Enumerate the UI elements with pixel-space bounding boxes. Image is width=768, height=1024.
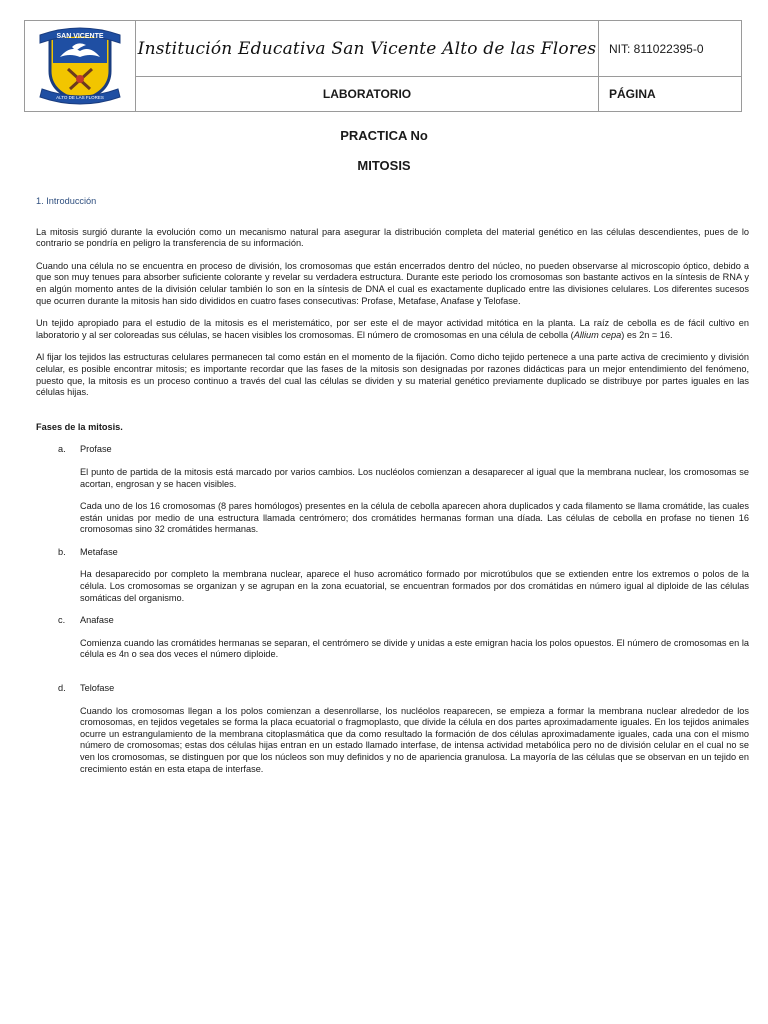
document-header	[24, 20, 742, 112]
phase-telofase	[36, 683, 749, 775]
phase-name: Profase	[80, 444, 112, 455]
phase-paragraph: Cada uno de los 16 cromosomas (8 pares homólogos) presentes en la célula de cebolla aparecen ahora duplicados y cada filamento se llama cromátide, las cuales están unidas por medio de una estructura llamada centrómero; dos cromátides hermanas forman una díada. Las células de cebolla en profase no tienen 16 cromosomas sino 32 cromátides hermanas.	[80, 501, 749, 535]
allium-text-before: Un tejido apropiado para el estudio de la mitosis es el meristemático, por ser este el de mayor actividad mitótica en la planta. La raíz de cebolla es de fácil cultivo en laboratorio y al ser coloreadas sus células, se hacen visibles los cromosomas. El número de cromosomas en una célula de cebolla (	[36, 318, 749, 340]
phase-paragraph: El punto de partida de la mitosis está marcado por varios cambios. Los nucléolos comienzan a desaparecer al igual que la membrana nuclear, los cromosomas se acortan, engrosan y se hacen visibles.	[80, 466, 749, 489]
practica-title: PRACTICA No	[340, 128, 428, 143]
crest-ribbon-text: ALTO DE LAS FLORES	[56, 94, 104, 100]
document-body	[36, 196, 749, 786]
phase-anafase	[36, 615, 749, 661]
paragraph: La mitosis surgió durante la evolución como un mecanismo natural para asegurar la distribución completa del material genético en las células descendientes, pues de lo contrario se pondría en peligro la transferencia de su información.	[36, 226, 749, 249]
phase-letter: a.	[58, 444, 66, 455]
paragraph: Cuando una célula no se encuentra en proceso de división, los cromosomas que están encerrados dentro del núcleo, no pueden observarse al microscopio óptico, debido a que son muy tenues para absorber suficiente colorante y revelar su verdadera estructura. Durante este periodo los cromosomas son bastante activos en la síntesis de RNA y en algún momento antes de la división celular también lo son en la síntesis de DNA el cual es exactamente duplicado entre las divisiones celulares. Los diferentes sucesos que ocurren durante la mitosis han sido divididos en cuatro fases consecutivas: Profase, Metafase, Anafase y Telofase.	[36, 260, 749, 306]
paragraph: Al fijar los tejidos las estructuras celulares permanecen tal como están en el momento de la fijación. Como dicho tejido pertenece a una parte activa de crecimiento y división celular, es posible encontrar mitosis; es importante recordar que las fases de la mitosis son designadas por razones didácticas para un mejor entendimiento del fenómeno, puesto que, la mitosis es un proceso continuo a través del cual las células se dividen y su material genético previamente duplicado se distribuye por partes iguales en las células hijas.	[36, 352, 749, 398]
phase-letter: b.	[58, 546, 66, 557]
pagina-label: PÁGINA	[599, 77, 742, 112]
intro-heading: 1. Introducción	[36, 196, 97, 206]
crest-banner-text: SAN VICENTE	[56, 32, 104, 40]
phase-letter: d.	[58, 683, 66, 694]
allium-text-after: ) es 2n = 16.	[621, 329, 673, 340]
institution-name: Institución Educativa San Vicente Alto de las Flores	[137, 38, 597, 59]
phase-name: Metafase	[80, 546, 118, 557]
paragraph-allium	[36, 318, 749, 341]
phase-paragraph: Ha desaparecido por completo la membrana nuclear, aparece el huso acromático formado por microtúbulos que se extienden entre los extremos o polos de la célula. Los cromosomas se organizan y se agrupan en la zona ecuatorial, se encuentran formados por dos cromátidas en número igual al diploide de las células somáticas del organismo.	[80, 569, 749, 603]
topic-title: MITOSIS	[357, 158, 411, 173]
phase-letter: c.	[58, 615, 66, 626]
phase-metafase	[36, 547, 749, 604]
phase-name: Anafase	[80, 615, 114, 626]
school-crest-icon	[36, 23, 124, 105]
phase-paragraph: Comienza cuando las cromátides hermanas se separan, el centrómero se divide y unidas a este emigran hacia los polos opuestos. El número de cromosomas en la célula es 4n o sea dos veces el número diploide.	[80, 637, 749, 660]
phase-profase	[36, 444, 749, 536]
phases-heading: Fases de la mitosis.	[36, 421, 123, 432]
allium-species: Allium cepa	[573, 329, 622, 340]
logo-cell	[25, 21, 136, 112]
phase-name: Telofase	[80, 683, 115, 694]
phase-paragraph: Cuando los cromosomas llegan a los polos comienzan a desenrollarse, los nucléolos reaparecen, se empieza a formar la membrana nuclear alrededor de los cromosomas, en tejidos vegetales se forma la placa ecuatorial o fragmoplasto, que divide la célula en dos partes aproximadamente iguales. En los tejidos animales ocurre un estrangulamiento de la membrana citoplasmática que da como resultado la formación de dos células aproximadamente iguales, cada una con el mismo número de cromosomas; estas dos células hijas entran en un estado llamado interfase, de intensa actividad metabólica pero no de división celular en el cual no se ven los cromosomas, se distinguen por que los núcleos son muy definidos y no de apariencia granulosa. La mayoría de las células que se observan en un tejido en crecimiento están en esta etapa de interfase.	[80, 705, 749, 774]
nit-label: NIT: 811022395-0	[599, 21, 742, 77]
laboratorio-label: LABORATORIO	[136, 77, 599, 112]
institution-cell	[136, 21, 599, 77]
